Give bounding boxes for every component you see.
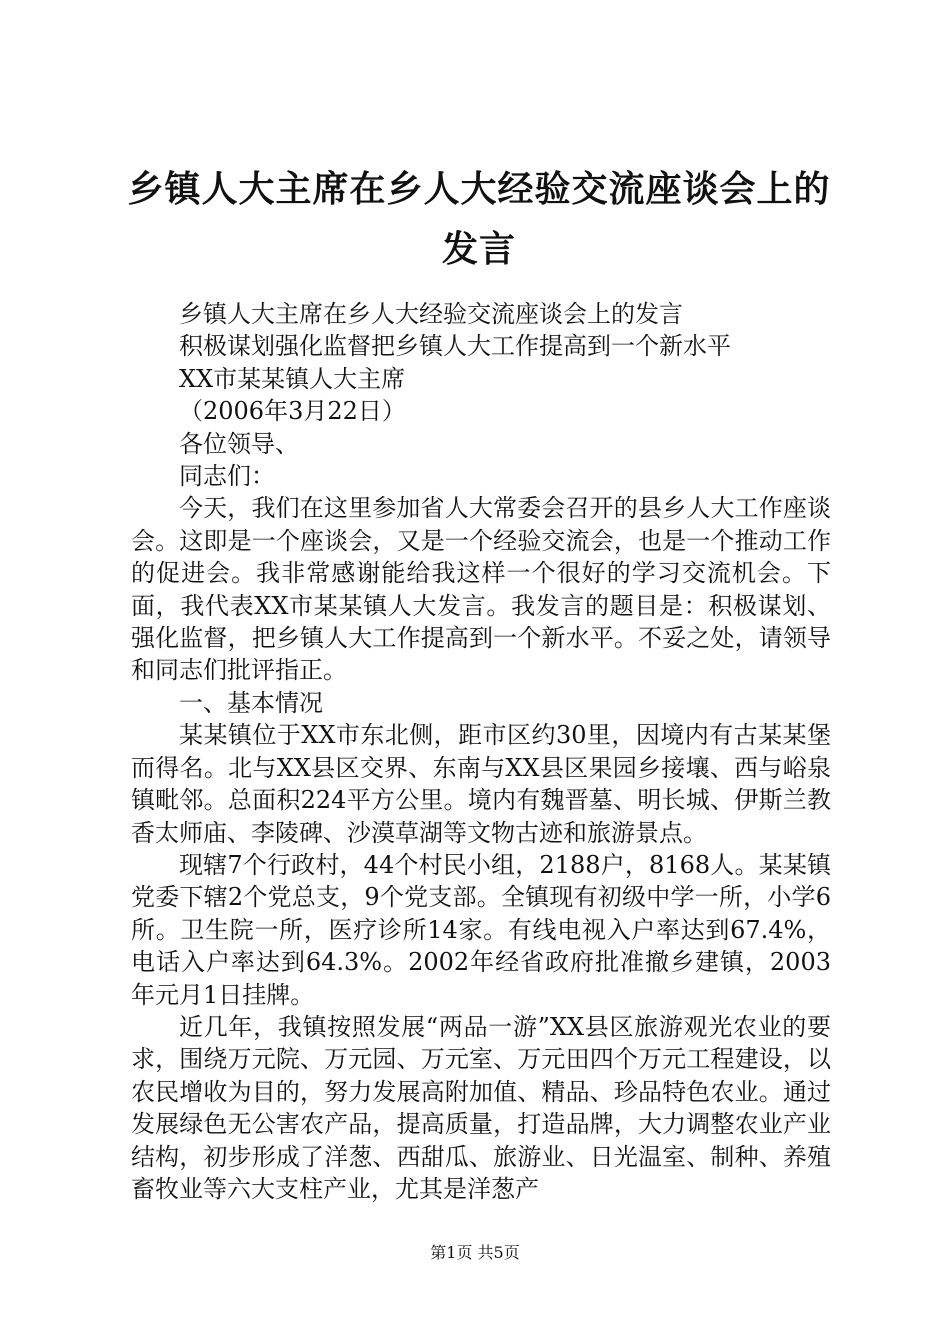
- paragraph-heading-repeat: 乡镇人大主席在乡人大经验交流座谈会上的发言: [179, 300, 683, 328]
- paragraph-date: （2006年3月22日）: [179, 397, 406, 426]
- page-footer: 第1页 共5页: [430, 1243, 520, 1262]
- paragraph-administration: 现辖7个行政村，44个村民小组，2188户，8168人。某某镇党委下辖2个党总支，9个党支部。全镇现有初级中学一所，小学6所。卫生院一所，医疗诊所14家。有线电视入户率达到67.4%，电话入户率达到64.3%。2002年经省政府批准撤乡建镇，2003年元月1日挂牌。: [131, 850, 831, 1009]
- paragraph-salutation-comrades: 同志们：: [179, 462, 275, 491]
- paragraph-development: 近几年，我镇按照发展“两品一游”XX县区旅游观光农业的要求，围绕万元院、万元园、万元室、万元田四个万元工程建设，以农民增收为目的，努力发展高附加值、精品、珍品特色农业。通过发展绿色无公害农产品，提高质量，打造品牌，大力调整农业产业结构，初步形成了洋葱、西甜瓜、旅游业、日光温室、制种、养殖畜牧业等六大支柱产业，尤其是洋葱产: [131, 1012, 831, 1203]
- document-body: [131, 298, 831, 1205]
- paragraph-opening: 今天，我们在这里参加省人大常委会召开的县乡人大工作座谈会。这即是一个座谈会，又是一个经验交流会，也是一个推动工作的促进会。我非常感谢能给我这样一个很好的学习交流机会。下面，我代表XX市某某镇人大发言。我发言的题目是：积极谋划、强化监督，把乡镇人大工作提高到一个新水平。不妥之处，请领导和同志们批评指正。: [131, 494, 831, 685]
- paragraph-subtitle: 积极谋划强化监督把乡镇人大工作提高到一个新水平: [179, 332, 731, 361]
- paragraph-speaker: XX市某某镇人大主席: [179, 364, 406, 393]
- paragraph-salutation-leaders: 各位领导、: [179, 429, 299, 458]
- paragraph-location: 某某镇位于XX市东北侧，距市区约30里，因境内有古某某堡而得名。北与XX县区交界、东南与XX县区果园乡接壤、西与峪泉镇毗邻。总面积224平方公里。境内有魏晋墓、明长城、伊斯兰教香太师庙、李陵碑、沙漠草湖等文物古迹和旅游景点。: [131, 721, 831, 847]
- document-title: 乡镇人大主席在乡人大经验交流座谈会上的发言: [127, 169, 831, 270]
- section-heading-basic: 一、基本情况: [179, 688, 323, 717]
